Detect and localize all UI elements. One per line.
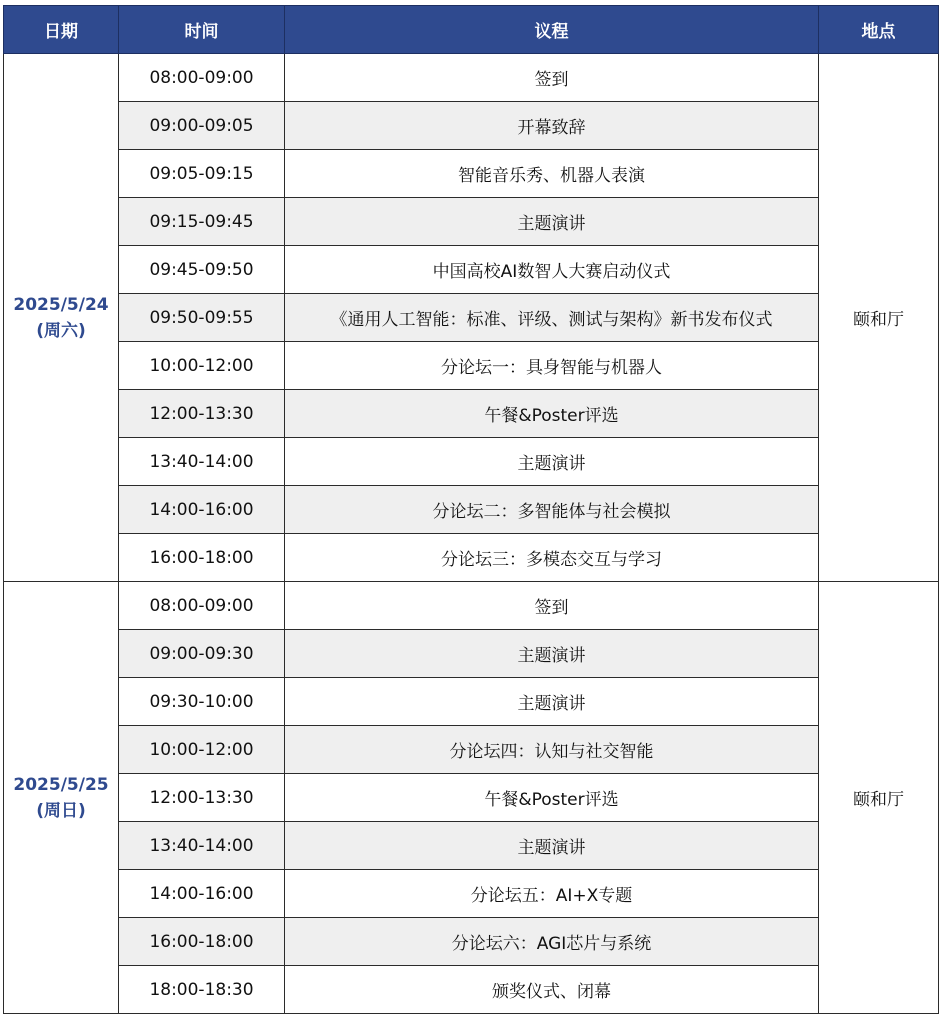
day-date-cell bbox=[4, 54, 119, 582]
session-time: 09:50-09:55 bbox=[119, 294, 285, 342]
session-agenda: 主题演讲 bbox=[285, 822, 819, 870]
table-row bbox=[4, 150, 939, 198]
session-agenda: 午餐&Poster评选 bbox=[285, 774, 819, 822]
table-row bbox=[4, 102, 939, 150]
session-agenda: 签到 bbox=[285, 54, 819, 102]
day-venue: 颐和厅 bbox=[819, 582, 939, 1014]
table-row bbox=[4, 534, 939, 582]
header-agenda: 议程 bbox=[285, 6, 819, 54]
table-row bbox=[4, 630, 939, 678]
table-row bbox=[4, 246, 939, 294]
session-agenda: 分论坛五：AI+X专题 bbox=[285, 870, 819, 918]
session-agenda: 智能音乐秀、机器人表演 bbox=[285, 150, 819, 198]
session-agenda: 午餐&Poster评选 bbox=[285, 390, 819, 438]
table-row bbox=[4, 966, 939, 1014]
session-agenda: 分论坛三：多模态交互与学习 bbox=[285, 534, 819, 582]
session-agenda: 主题演讲 bbox=[285, 678, 819, 726]
day-date: 2025/5/25 bbox=[13, 774, 109, 795]
schedule-body bbox=[4, 54, 939, 1014]
session-time: 13:40-14:00 bbox=[119, 822, 285, 870]
table-row bbox=[4, 438, 939, 486]
session-time: 09:00-09:05 bbox=[119, 102, 285, 150]
day-date: 2025/5/24 bbox=[13, 294, 109, 315]
session-time: 12:00-13:30 bbox=[119, 774, 285, 822]
session-time: 09:15-09:45 bbox=[119, 198, 285, 246]
table-row bbox=[4, 294, 939, 342]
schedule-table bbox=[3, 5, 939, 1014]
session-time: 12:00-13:30 bbox=[119, 390, 285, 438]
session-agenda: 分论坛一：具身智能与机器人 bbox=[285, 342, 819, 390]
session-time: 16:00-18:00 bbox=[119, 918, 285, 966]
session-agenda: 签到 bbox=[285, 582, 819, 630]
session-agenda: 分论坛二：多智能体与社会模拟 bbox=[285, 486, 819, 534]
header-time: 时间 bbox=[119, 6, 285, 54]
schedule-wrapper bbox=[3, 5, 939, 1014]
table-row bbox=[4, 582, 939, 630]
table-row bbox=[4, 342, 939, 390]
session-agenda: 颁奖仪式、闭幕 bbox=[285, 966, 819, 1014]
table-row bbox=[4, 822, 939, 870]
session-time: 09:00-09:30 bbox=[119, 630, 285, 678]
session-time: 09:45-09:50 bbox=[119, 246, 285, 294]
table-row bbox=[4, 774, 939, 822]
session-time: 14:00-16:00 bbox=[119, 486, 285, 534]
day-weekday: (周六) bbox=[36, 320, 86, 341]
table-row bbox=[4, 486, 939, 534]
session-agenda: 中国高校AI数智人大赛启动仪式 bbox=[285, 246, 819, 294]
session-agenda: 分论坛四：认知与社交智能 bbox=[285, 726, 819, 774]
session-time: 08:00-09:00 bbox=[119, 54, 285, 102]
session-agenda: 分论坛六：AGI芯片与系统 bbox=[285, 918, 819, 966]
header-venue: 地点 bbox=[819, 6, 939, 54]
table-row bbox=[4, 918, 939, 966]
table-row bbox=[4, 870, 939, 918]
session-agenda: 《通用人工智能：标准、评级、测试与架构》新书发布仪式 bbox=[285, 294, 819, 342]
session-time: 10:00-12:00 bbox=[119, 342, 285, 390]
table-row bbox=[4, 390, 939, 438]
session-time: 10:00-12:00 bbox=[119, 726, 285, 774]
session-time: 18:00-18:30 bbox=[119, 966, 285, 1014]
table-row bbox=[4, 678, 939, 726]
table-row bbox=[4, 726, 939, 774]
session-agenda: 主题演讲 bbox=[285, 630, 819, 678]
table-row bbox=[4, 198, 939, 246]
day-date-cell bbox=[4, 582, 119, 1014]
session-agenda: 主题演讲 bbox=[285, 198, 819, 246]
table-row bbox=[4, 54, 939, 102]
session-time: 13:40-14:00 bbox=[119, 438, 285, 486]
day-weekday: (周日) bbox=[36, 800, 86, 821]
session-agenda: 主题演讲 bbox=[285, 438, 819, 486]
session-time: 14:00-16:00 bbox=[119, 870, 285, 918]
header-date: 日期 bbox=[4, 6, 119, 54]
header-row bbox=[4, 6, 939, 54]
session-time: 08:00-09:00 bbox=[119, 582, 285, 630]
session-agenda: 开幕致辞 bbox=[285, 102, 819, 150]
day-venue: 颐和厅 bbox=[819, 54, 939, 582]
session-time: 16:00-18:00 bbox=[119, 534, 285, 582]
session-time: 09:30-10:00 bbox=[119, 678, 285, 726]
session-time: 09:05-09:15 bbox=[119, 150, 285, 198]
